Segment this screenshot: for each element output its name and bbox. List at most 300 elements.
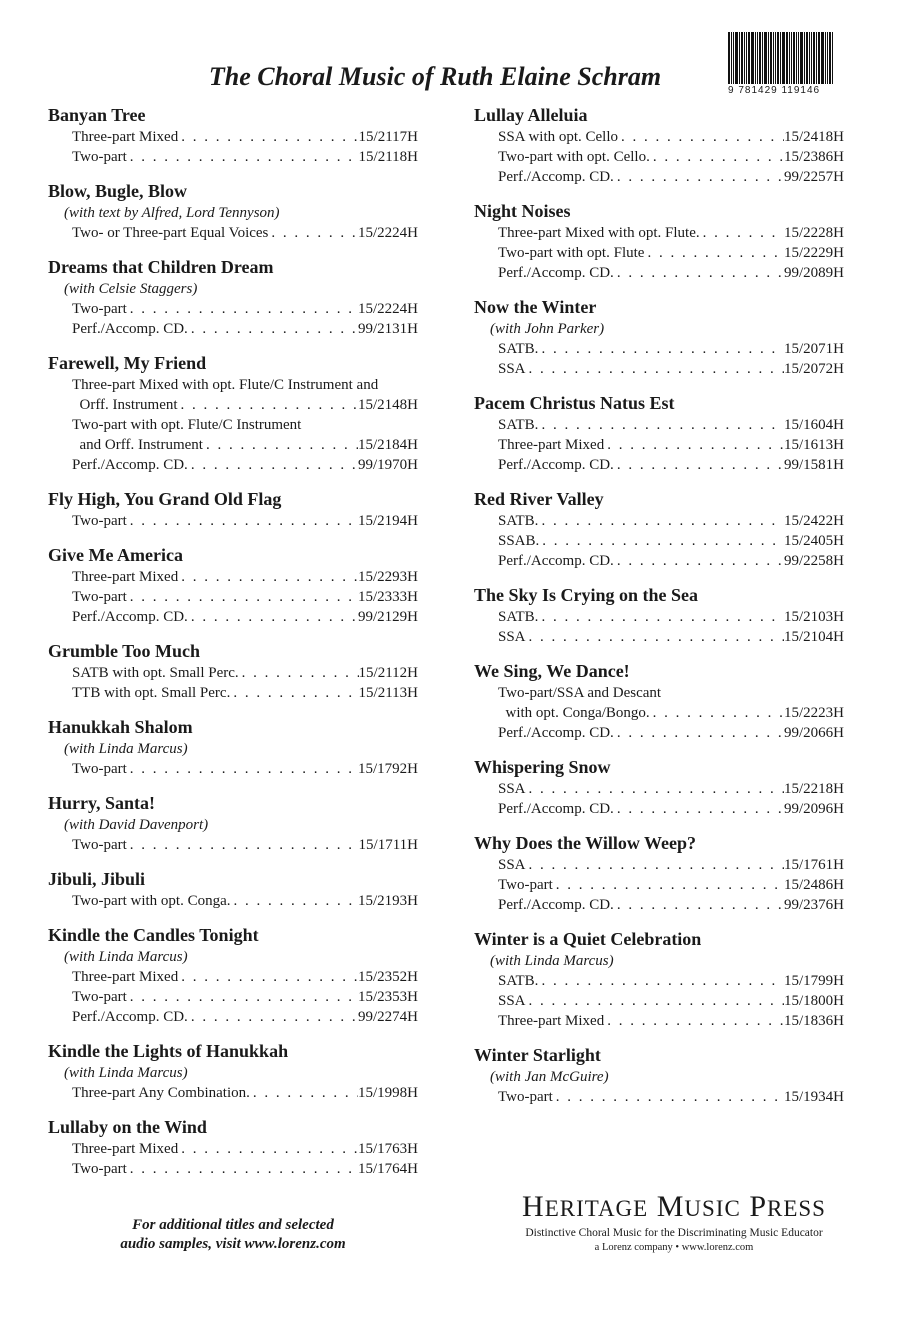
edition-row — [474, 359, 844, 379]
catalog-number: 15/2486H — [784, 877, 844, 893]
edition-row — [474, 223, 844, 243]
edition-label: SSAB. — [498, 533, 540, 549]
barcode-bar — [733, 32, 734, 84]
catalog-number: 15/2422H — [784, 513, 844, 529]
dot-leader — [614, 799, 784, 819]
edition-label: SSA — [498, 629, 526, 645]
entry-title: Winter Starlight — [474, 1045, 601, 1065]
edition-label: Two-part — [72, 513, 127, 529]
dot-leader — [614, 167, 784, 187]
barcode-bar — [773, 32, 774, 84]
edition-label: Two-part with opt. Flute/C Instrument — [72, 417, 302, 433]
edition-label: Perf./Accomp. CD. — [72, 1009, 188, 1025]
edition-row — [48, 663, 418, 683]
pub-p: P — [749, 1190, 767, 1223]
dot-leader — [614, 895, 784, 915]
dot-leader — [268, 223, 358, 243]
publisher-name — [474, 1190, 874, 1226]
edition-row — [474, 855, 844, 875]
entry-title: Lullay Alleluia — [474, 105, 588, 125]
barcode-bar — [800, 32, 803, 84]
pub-ress: RESS — [767, 1196, 826, 1221]
catalog-number: 15/2223H — [784, 705, 844, 721]
edition-row — [474, 435, 844, 455]
edition-label: Perf./Accomp. CD. — [498, 725, 614, 741]
edition-label: Perf./Accomp. CD. — [498, 265, 614, 281]
catalog-entry — [474, 928, 844, 1031]
edition-row — [474, 875, 844, 895]
dot-leader — [178, 967, 358, 987]
barcode-bar — [811, 32, 812, 84]
edition-row — [474, 531, 844, 551]
catalog-number: 15/2224H — [358, 301, 418, 317]
catalog-number: 15/1763H — [358, 1141, 418, 1157]
edition-label: Two-part — [72, 589, 127, 605]
publisher-tagline: Distinctive Choral Music for the Discriminating Music Educator — [525, 1227, 823, 1239]
catalog-number: 15/2118H — [358, 149, 418, 165]
dot-leader — [526, 855, 784, 875]
dot-leader — [553, 875, 784, 895]
edition-label: Perf./Accomp. CD. — [72, 457, 188, 473]
edition-row — [474, 799, 844, 819]
barcode-bar — [746, 32, 747, 84]
edition-label: Three-part Any Combination. — [72, 1085, 250, 1101]
dot-leader — [178, 567, 358, 587]
catalog-number: 15/2352H — [358, 969, 418, 985]
edition-label: SSA — [498, 857, 526, 873]
edition-row — [48, 455, 418, 475]
catalog-number: 15/2184H — [358, 437, 418, 453]
catalog-entry — [474, 584, 844, 647]
dot-leader — [127, 299, 358, 319]
entry-title: Lullaby on the Wind — [48, 1117, 207, 1137]
edition-row — [474, 511, 844, 531]
edition-row — [48, 223, 418, 243]
edition-label: SATB with opt. Small Perc. — [72, 665, 239, 681]
barcode-bar — [731, 32, 732, 84]
catalog-number: 15/1711H — [358, 837, 418, 853]
barcode-bar — [832, 32, 833, 84]
edition-row — [474, 455, 844, 475]
barcode-bar — [735, 32, 738, 84]
barcode-bar — [775, 32, 776, 84]
barcode-bar — [796, 32, 797, 84]
edition-row — [48, 147, 418, 167]
page-title: The Choral Music of Ruth Elaine Schram — [208, 62, 662, 91]
edition-row — [474, 1011, 844, 1031]
catalog-entry — [48, 104, 418, 167]
barcode-bar — [829, 32, 831, 84]
dot-leader — [526, 627, 784, 647]
catalog-entry — [474, 200, 844, 283]
edition-label: SSA — [498, 993, 526, 1009]
dot-leader — [538, 415, 784, 435]
barcode-bar — [741, 32, 743, 84]
entry-credit: (with David Davenport) — [64, 817, 209, 833]
edition-label: Two-part — [72, 1161, 127, 1177]
catalog-number: 15/2148H — [358, 397, 418, 413]
catalog-number: 99/2258H — [784, 553, 844, 569]
entry-credit: (with Linda Marcus) — [64, 741, 188, 757]
edition-row — [48, 435, 418, 455]
dot-leader — [188, 1007, 358, 1027]
dot-leader — [614, 551, 784, 571]
dot-leader — [203, 435, 358, 455]
dot-leader — [538, 971, 784, 991]
dot-leader — [644, 243, 784, 263]
entry-title: Red River Valley — [474, 489, 604, 509]
catalog-number: 15/2194H — [358, 513, 418, 529]
catalog-entry — [474, 488, 844, 571]
edition-row — [474, 1087, 844, 1107]
catalog-number: 99/1970H — [358, 457, 418, 473]
edition-label: Perf./Accomp. CD. — [498, 801, 614, 817]
publisher-logo — [474, 1190, 874, 1255]
entry-title: Why Does the Willow Weep? — [474, 833, 697, 853]
catalog-number: 15/2333H — [358, 589, 418, 605]
barcode-bar — [751, 32, 754, 84]
edition-label: Two-part with opt. Conga. — [72, 893, 231, 909]
catalog-number: 15/1613H — [784, 437, 844, 453]
catalog-number: 15/1792H — [358, 761, 418, 777]
dot-leader — [178, 1139, 358, 1159]
catalog-number: 15/2193H — [358, 893, 418, 909]
edition-row — [48, 375, 418, 395]
catalog-entry — [48, 716, 418, 779]
pub-eritage: ERITAGE — [544, 1196, 649, 1221]
pub-usic: USIC — [684, 1196, 741, 1221]
catalog-number: 15/1761H — [784, 857, 844, 873]
edition-row — [474, 971, 844, 991]
entry-title: Whispering Snow — [474, 757, 611, 777]
entry-title: Pacem Christus Natus Est — [474, 393, 675, 413]
edition-label: Three-part Mixed — [72, 1141, 179, 1157]
catalog-number: 15/1799H — [784, 973, 844, 989]
barcode-bar — [827, 32, 828, 84]
edition-label: SATB. — [498, 417, 539, 433]
catalog-entry — [474, 832, 844, 915]
barcode-bar — [757, 32, 758, 84]
edition-label: Perf./Accomp. CD. — [498, 897, 614, 913]
edition-label: Two-part — [72, 837, 127, 853]
catalog-number: 15/2353H — [358, 989, 418, 1005]
edition-label: and Orff. Instrument — [72, 437, 203, 453]
catalog-entry — [48, 180, 418, 243]
edition-label: SATB. — [498, 513, 539, 529]
dot-leader — [538, 607, 784, 627]
dot-leader — [239, 663, 359, 683]
catalog-number: 99/2376H — [784, 897, 844, 913]
footer-note — [48, 1216, 418, 1254]
catalog-number: 15/2229H — [784, 245, 844, 261]
barcode-bar — [744, 32, 745, 84]
edition-row — [474, 339, 844, 359]
edition-row — [474, 607, 844, 627]
dot-leader — [178, 127, 358, 147]
catalog-number: 99/2257H — [784, 169, 844, 185]
catalog-number: 99/2089H — [784, 265, 844, 281]
edition-label: Two-part — [72, 761, 127, 777]
edition-row — [48, 835, 418, 855]
barcode-bar — [791, 32, 792, 84]
entry-credit: (with Jan McGuire) — [490, 1069, 609, 1085]
dot-leader — [650, 147, 784, 167]
footer-line-2: audio samples, visit www.lorenz.com — [120, 1236, 346, 1252]
dot-leader — [539, 531, 784, 551]
barcode-bar — [793, 32, 795, 84]
catalog-number: 99/2131H — [358, 321, 418, 337]
footer-line-1: For additional titles and selected — [132, 1217, 334, 1233]
dot-leader — [538, 511, 784, 531]
entry-credit: (with text by Alfred, Lord Tennyson) — [64, 205, 280, 221]
barcode-bar — [816, 32, 817, 84]
catalog-number: 15/2386H — [784, 149, 844, 165]
barcode-bar — [768, 32, 769, 84]
edition-row — [48, 1159, 418, 1179]
barcode-bar — [759, 32, 761, 84]
barcode-bar — [825, 32, 826, 84]
entry-title: Banyan Tree — [48, 105, 146, 125]
entry-title: The Sky Is Crying on the Sea — [474, 585, 699, 605]
catalog-number: 15/1764H — [358, 1161, 418, 1177]
edition-row — [474, 147, 844, 167]
publisher-subline: a Lorenz company • www.lorenz.com — [594, 1242, 754, 1253]
dot-leader — [553, 1087, 784, 1107]
dot-leader — [700, 223, 784, 243]
catalog-number: 99/2129H — [358, 609, 418, 625]
edition-row — [48, 891, 418, 911]
catalog-number: 15/2405H — [784, 533, 844, 549]
edition-label: Two-part — [72, 149, 127, 165]
entry-title: Winter is a Quiet Celebration — [474, 929, 702, 949]
catalog-number: 15/2072H — [784, 361, 844, 377]
entry-title: Night Noises — [474, 201, 571, 221]
barcode-bar — [728, 32, 730, 84]
edition-label: TTB with opt. Small Perc. — [72, 685, 231, 701]
edition-label: SATB. — [498, 973, 539, 989]
entry-title: Grumble Too Much — [48, 641, 201, 661]
entry-title: Now the Winter — [474, 297, 597, 317]
dot-leader — [127, 835, 359, 855]
edition-label: Two-part — [72, 301, 127, 317]
edition-label: Three-part Mixed with opt. Flute/C Instrument and — [72, 377, 379, 393]
entry-credit: (with Linda Marcus) — [64, 1065, 188, 1081]
edition-row — [48, 987, 418, 1007]
catalog-entry — [48, 792, 418, 855]
edition-row — [48, 607, 418, 627]
edition-row — [48, 319, 418, 339]
catalog-number: 15/1934H — [784, 1089, 844, 1105]
dot-leader — [538, 339, 784, 359]
edition-label: SSA — [498, 361, 526, 377]
edition-row — [48, 683, 418, 703]
catalog-number: 15/1998H — [358, 1085, 418, 1101]
catalog-number: 99/2274H — [358, 1009, 418, 1025]
catalog-number: 15/2418H — [784, 129, 844, 145]
edition-label: Two-part — [72, 989, 127, 1005]
catalog-number: 15/2071H — [784, 341, 844, 357]
entry-title: Farewell, My Friend — [48, 353, 207, 373]
barcode-bar — [786, 32, 788, 84]
barcode-bar — [782, 32, 785, 84]
entry-title: Give Me America — [48, 545, 183, 565]
dot-leader — [526, 779, 784, 799]
catalog-entry — [48, 352, 418, 475]
catalog-entry — [48, 488, 418, 531]
entry-credit: (with Linda Marcus) — [64, 949, 188, 965]
edition-label: Two-part with opt. Flute — [498, 245, 645, 261]
catalog-entry — [474, 1044, 844, 1107]
edition-row — [48, 415, 418, 435]
catalog-number: 99/2096H — [784, 801, 844, 817]
barcode-bar — [806, 32, 808, 84]
dot-leader — [231, 891, 358, 911]
entry-title: Kindle the Lights of Hanukkah — [48, 1041, 289, 1061]
edition-row — [474, 415, 844, 435]
entry-credit: (with Celsie Staggers) — [64, 281, 198, 297]
edition-row — [48, 587, 418, 607]
edition-row — [474, 127, 844, 147]
catalog-number: 15/2113H — [358, 685, 418, 701]
barcode-bar — [804, 32, 805, 84]
right-column — [474, 104, 844, 1120]
edition-label: Perf./Accomp. CD. — [498, 553, 614, 569]
barcode-number: 9 781429 119146 — [728, 85, 821, 96]
edition-row — [474, 263, 844, 283]
edition-label: with opt. Conga/Bongo. — [498, 705, 650, 721]
barcode-bar — [798, 32, 799, 84]
barcode-bar — [777, 32, 779, 84]
edition-label: Three-part Mixed — [72, 969, 179, 985]
dot-leader — [614, 263, 784, 283]
edition-row — [48, 1139, 418, 1159]
catalog-number: 15/1836H — [784, 1013, 844, 1029]
edition-row — [48, 567, 418, 587]
barcode — [728, 32, 856, 98]
dot-leader — [604, 435, 784, 455]
catalog-entry — [48, 640, 418, 703]
dot-leader — [650, 703, 784, 723]
edition-row — [48, 967, 418, 987]
catalog-entry — [474, 104, 844, 187]
edition-label: Orff. Instrument — [72, 397, 178, 413]
edition-row — [48, 759, 418, 779]
catalog-number: 15/2224H — [358, 225, 418, 241]
edition-row — [474, 627, 844, 647]
edition-label: Perf./Accomp. CD. — [72, 609, 188, 625]
edition-row — [474, 551, 844, 571]
barcode-bar — [762, 32, 763, 84]
barcode-bar — [748, 32, 750, 84]
barcode-bar — [770, 32, 772, 84]
catalog-entry — [474, 392, 844, 475]
left-column — [48, 104, 418, 1192]
catalog-entry — [48, 868, 418, 911]
catalog-entry — [48, 1040, 418, 1103]
entry-title: Jibuli, Jibuli — [48, 869, 146, 889]
dot-leader — [127, 587, 358, 607]
edition-label: Two-part — [498, 1089, 553, 1105]
edition-label: Perf./Accomp. CD. — [498, 457, 614, 473]
edition-label: Three-part Mixed — [72, 129, 179, 145]
dot-leader — [614, 723, 784, 743]
edition-label: SSA with opt. Cello — [498, 129, 619, 145]
edition-label: Two-part/SSA and Descant — [498, 685, 662, 701]
catalog-number: 15/1604H — [784, 417, 844, 433]
dot-leader — [614, 455, 784, 475]
catalog-entry — [474, 756, 844, 819]
barcode-bars — [728, 32, 856, 84]
dot-leader — [526, 359, 784, 379]
edition-label: Perf./Accomp. CD. — [72, 321, 188, 337]
catalog-entry — [474, 660, 844, 743]
catalog-number: 15/2104H — [784, 629, 844, 645]
pub-h: H — [522, 1190, 545, 1223]
catalog-entry — [474, 296, 844, 379]
catalog-number: 15/2103H — [784, 609, 844, 625]
dot-leader — [604, 1011, 784, 1031]
barcode-bar — [764, 32, 767, 84]
edition-row — [48, 299, 418, 319]
catalog-entry — [48, 924, 418, 1027]
entry-title: Hurry, Santa! — [48, 793, 156, 813]
edition-label: Two-part with opt. Cello. — [498, 149, 650, 165]
edition-label: Perf./Accomp. CD. — [498, 169, 614, 185]
edition-label: SATB. — [498, 341, 539, 357]
barcode-bar — [789, 32, 790, 84]
barcode-bar — [739, 32, 740, 84]
dot-leader — [188, 607, 358, 627]
edition-row — [48, 395, 418, 415]
dot-leader — [127, 1159, 358, 1179]
dot-leader — [127, 511, 358, 531]
dot-leader — [526, 991, 784, 1011]
edition-row — [48, 511, 418, 531]
edition-row — [474, 167, 844, 187]
edition-label: Two-part — [498, 877, 553, 893]
entry-title: Blow, Bugle, Blow — [48, 181, 188, 201]
edition-label: Three-part Mixed — [498, 437, 605, 453]
dot-leader — [127, 759, 358, 779]
catalog-entry — [48, 544, 418, 627]
edition-row — [474, 895, 844, 915]
barcode-bar — [780, 32, 781, 84]
catalog-number: 15/2117H — [358, 129, 418, 145]
catalog-number: 15/2293H — [358, 569, 418, 585]
edition-row — [48, 1083, 418, 1103]
pub-m: M — [656, 1190, 685, 1223]
edition-row — [474, 779, 844, 799]
edition-row — [48, 1007, 418, 1027]
edition-label: Three-part Mixed — [72, 569, 179, 585]
catalog-number: 15/2228H — [784, 225, 844, 241]
edition-row — [474, 703, 844, 723]
edition-label: Three-part Mixed — [498, 1013, 605, 1029]
catalog-number: 99/2066H — [784, 725, 844, 741]
dot-leader — [188, 455, 358, 475]
entry-credit: (with Linda Marcus) — [490, 953, 614, 969]
edition-label: Two- or Three-part Equal Voices — [72, 225, 269, 241]
catalog-number: 15/2112H — [358, 665, 418, 681]
entry-title: Hanukkah Shalom — [48, 717, 193, 737]
edition-label: SATB. — [498, 609, 539, 625]
edition-row — [474, 243, 844, 263]
edition-row — [48, 127, 418, 147]
entry-title: Fly High, You Grand Old Flag — [48, 489, 282, 509]
catalog-entry — [48, 256, 418, 339]
dot-leader — [250, 1083, 358, 1103]
barcode-bar — [755, 32, 756, 84]
